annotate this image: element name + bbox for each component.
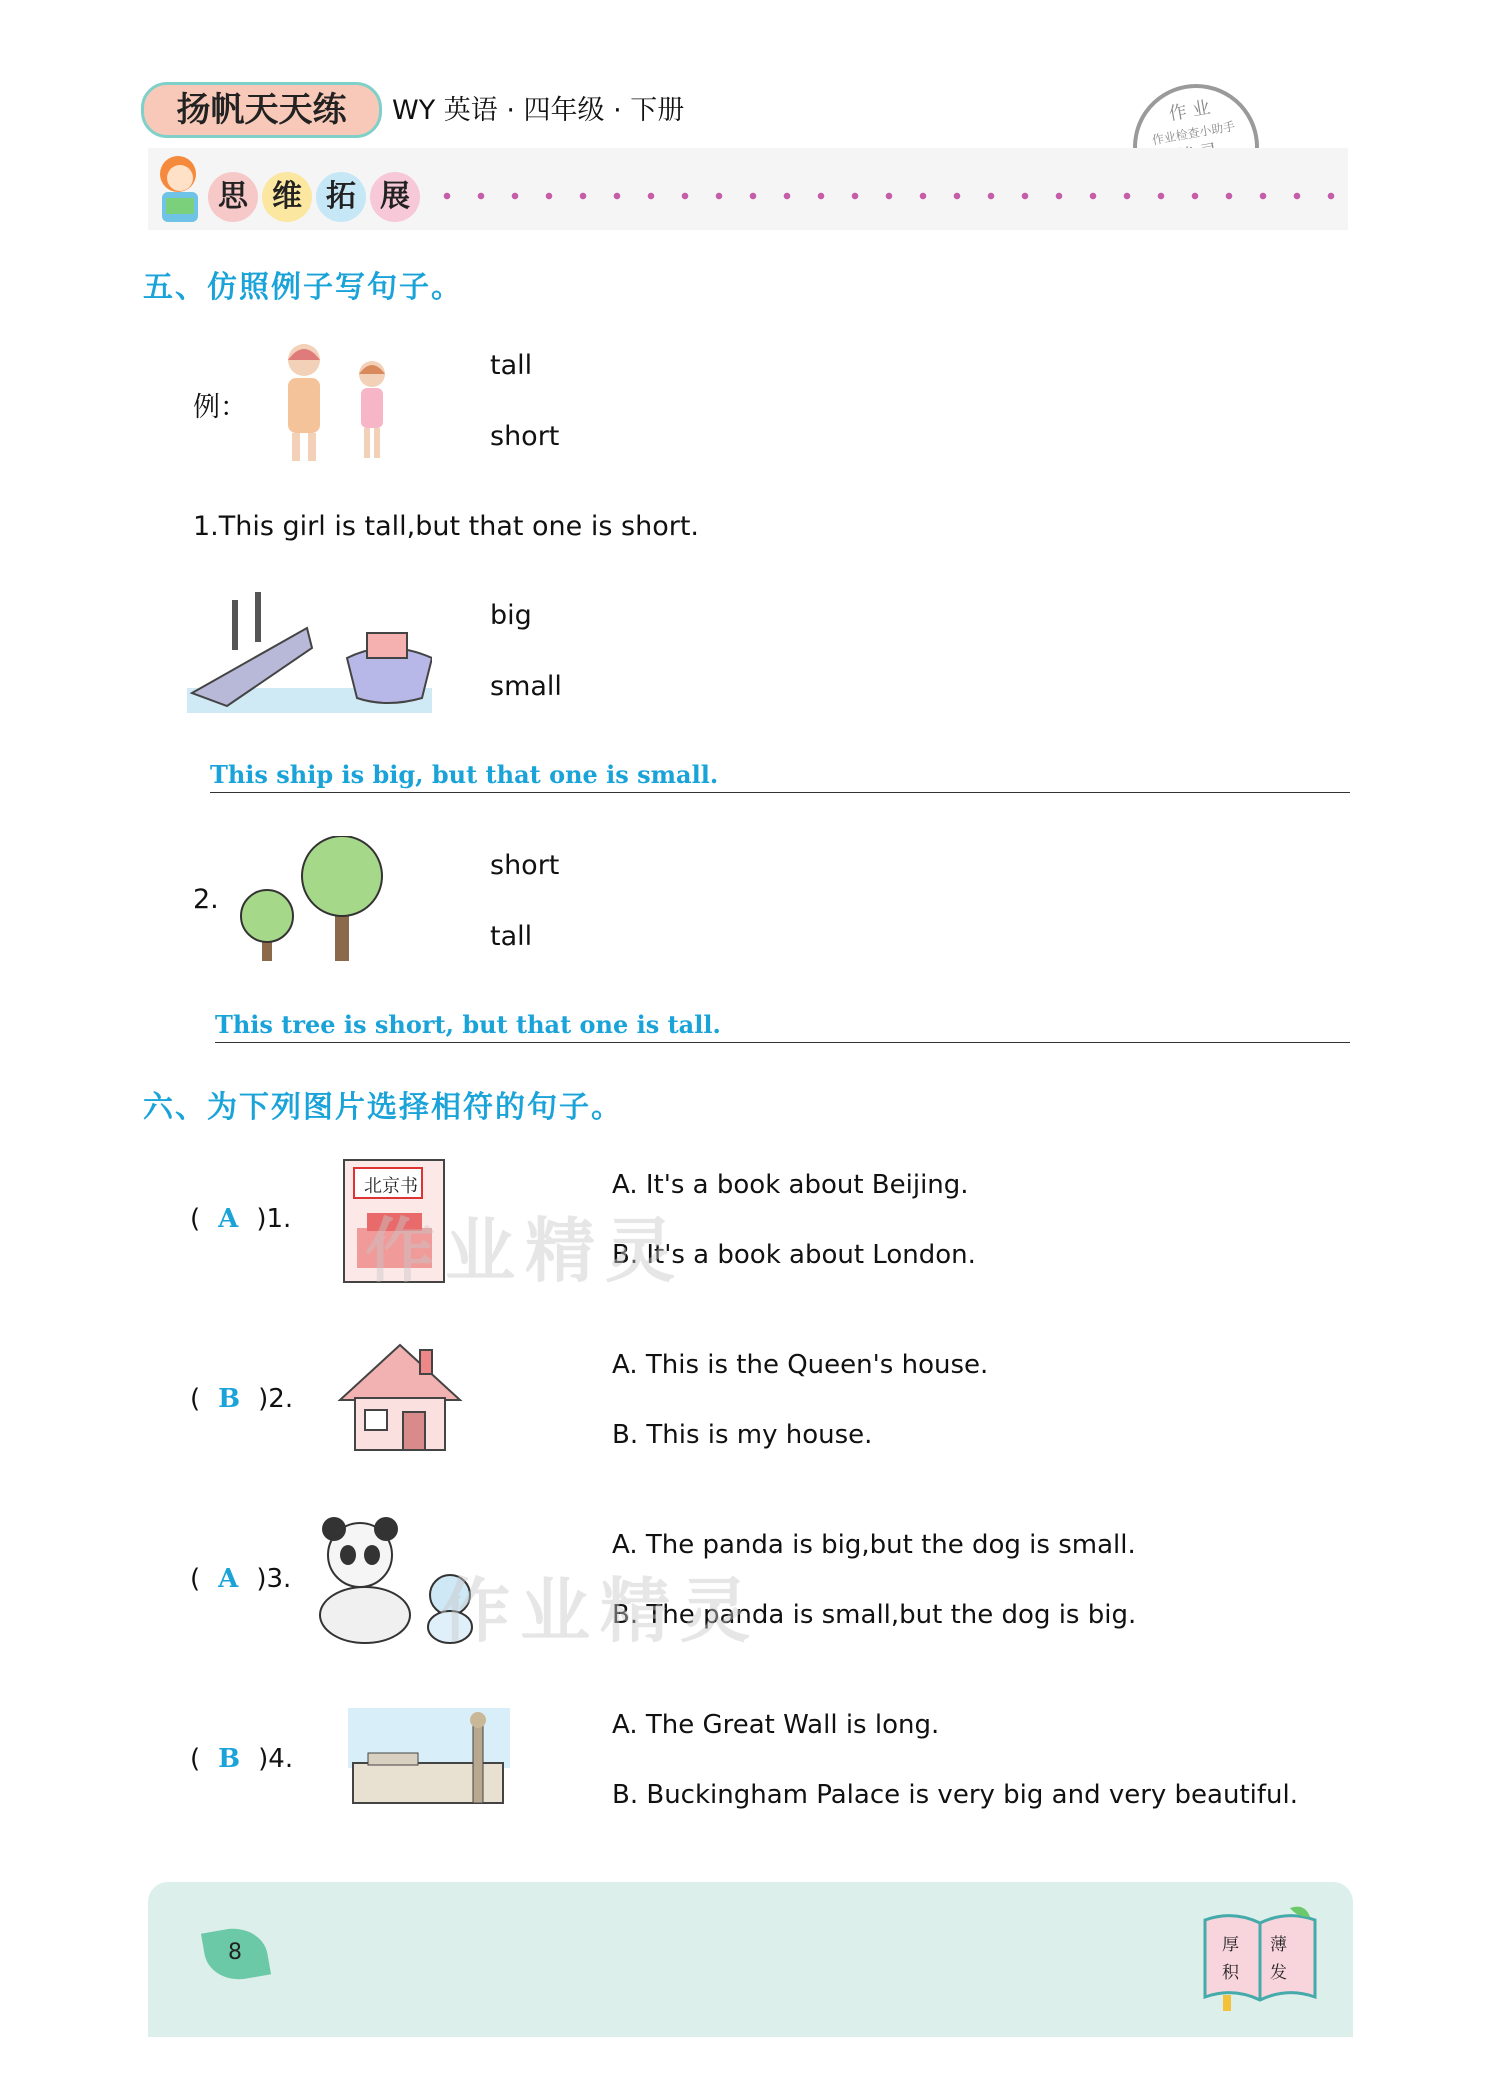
item1-number: )1. [256,1204,292,1234]
item1-bracket: ( A )1. [190,1204,292,1234]
buckingham-palace-image [348,1708,510,1808]
banner-char-1: 思 [208,172,258,222]
item3-number: )3. [256,1564,292,1594]
q2-word-2: tall [490,921,533,952]
example-word-2: short [490,421,560,452]
watermark-2: 作业精灵 [440,1570,760,1652]
section6-heading: 六、为下列图片选择相符的句子。 [143,1090,623,1125]
item2-bracket: ( B )2. [190,1384,294,1414]
girls-image [272,338,404,468]
item1-option-b: B. It's a book about London. [612,1240,976,1270]
item2-number: )2. [258,1384,294,1414]
q2-answer-line [215,1042,1350,1043]
trees-image [237,836,389,964]
item3-bracket: ( A )3. [190,1564,292,1594]
example-word-1: tall [490,350,533,381]
item1-answer: A [218,1204,239,1234]
item4-option-a: A. The Great Wall is long. [612,1710,940,1740]
book-char-2: 薄 [1270,1935,1287,1955]
item2-answer: B [218,1384,241,1414]
example-label: 例： [193,392,247,423]
reading-girl-icon [148,148,218,232]
stamp-line-2: 作业检查小助手 [1150,119,1237,148]
example-sentence: 1.This girl is tall,but that one is short. [193,511,699,542]
q1-answer-line [210,792,1350,793]
watermark-1: 作业精灵 [365,1210,685,1292]
item2-option-a: A. This is the Queen's house. [612,1350,989,1380]
q1-word-1: big [490,600,532,631]
item4-answer: B [218,1744,241,1774]
q1-word-2: small [490,671,562,702]
item4-bracket: ( B )4. [190,1744,294,1774]
brand-title: 扬帆天天练 [141,82,382,138]
dotted-line [430,186,1350,206]
item3-option-b: B. The panda is small,but the dog is big. [612,1600,1137,1630]
book-char-4: 发 [1270,1963,1287,1983]
ships-image [187,588,432,713]
open-book-icon [1195,1905,1325,2015]
banner-char-4: 展 [370,172,420,222]
footer-band [148,1882,1353,2037]
q2-number: 2. [193,884,219,915]
item4-number: )4. [258,1744,294,1774]
section5-heading: 五、仿照例子写句子。 [143,270,463,305]
item3-option-a: A. The panda is big,but the dog is small. [612,1530,1136,1560]
q1-answer: This ship is big, but that one is small. [210,760,719,789]
item3-answer: A [218,1564,239,1594]
book-char-1: 厚 [1222,1935,1239,1955]
item4-option-b: B. Buckingham Palace is very big and very beautiful. [612,1780,1299,1810]
stamp-line-1: 作 业 [1167,97,1213,126]
book-subtitle: WY 英语 · 四年级 · 下册 [392,95,685,126]
item2-option-b: B. This is my house. [612,1420,873,1450]
page-number: 8 [228,1940,242,1965]
q2-answer: This tree is short, but that one is tall. [215,1010,721,1039]
item1-option-a: A. It's a book about Beijing. [612,1170,969,1200]
banner-char-3: 拓 [316,172,366,222]
book-label: 北京书 [364,1176,418,1197]
house-image [335,1340,465,1455]
book-char-3: 积 [1222,1963,1239,1983]
q2-word-1: short [490,850,560,881]
banner-char-2: 维 [262,172,312,222]
